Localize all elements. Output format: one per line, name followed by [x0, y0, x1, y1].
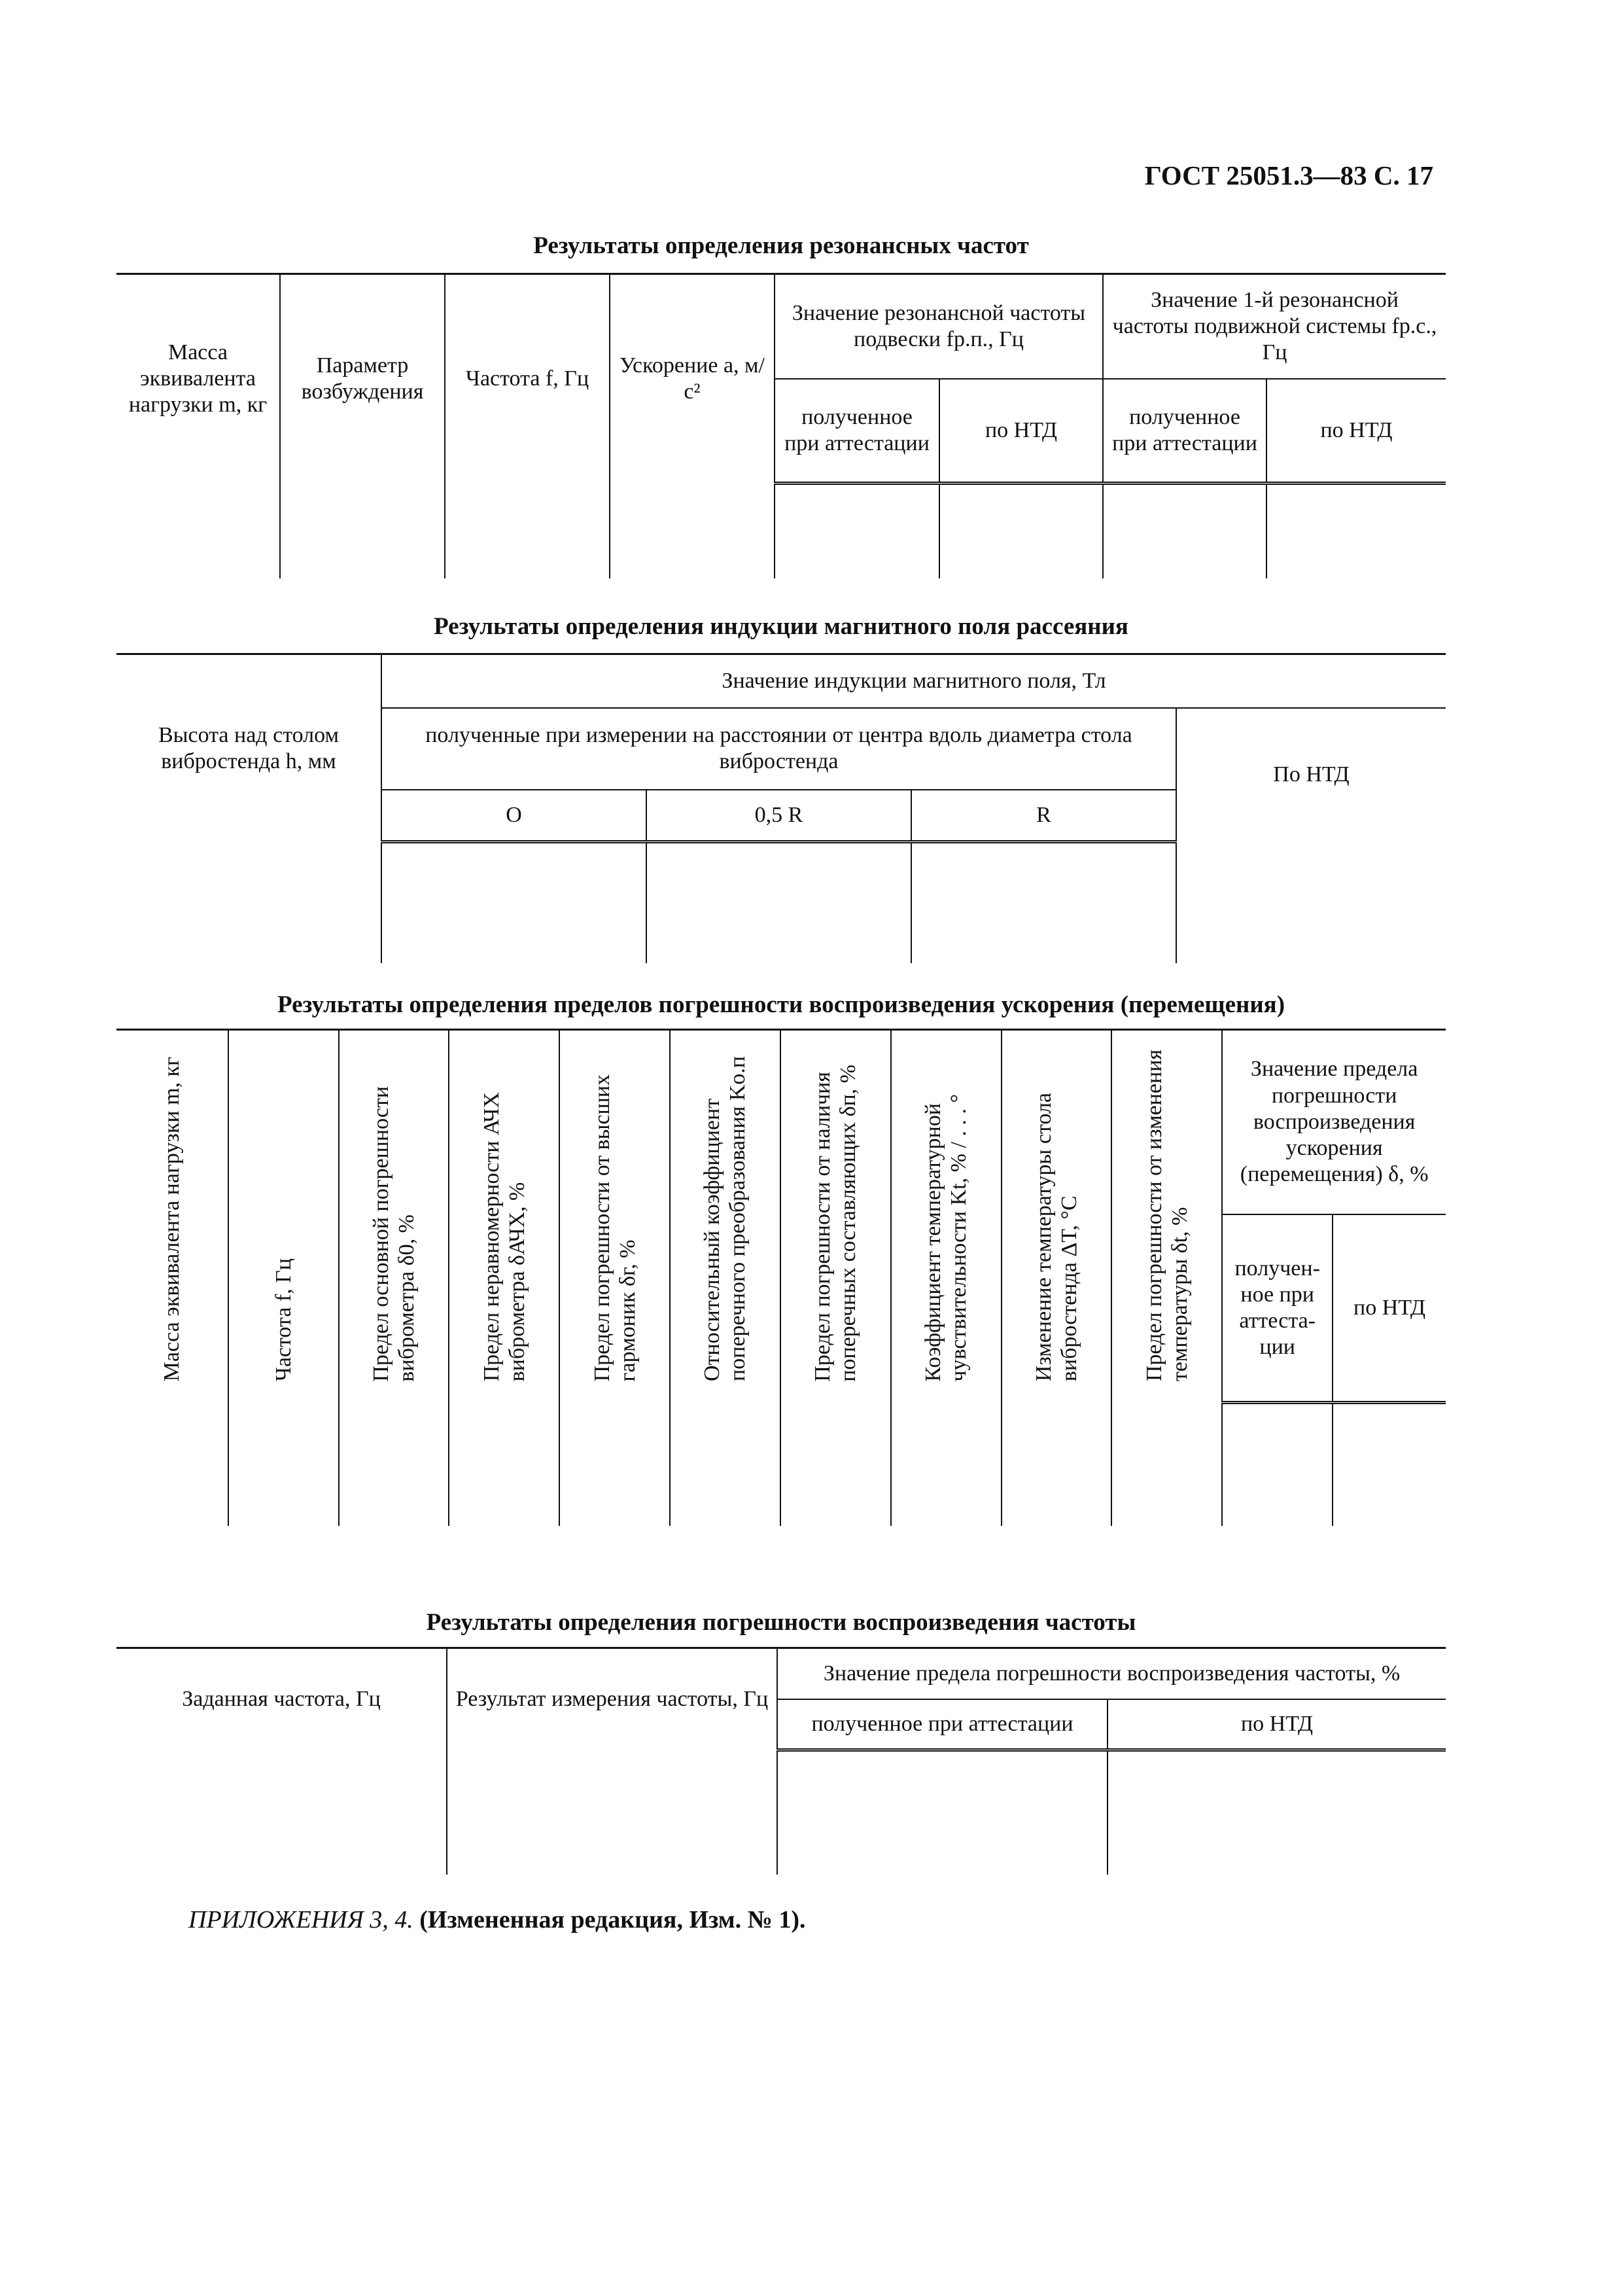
- subgroup-measured: полученные при измерении на расстоянии от центра вдоль диаметра стола вибростенда: [381, 708, 1176, 790]
- pos-radius: R: [911, 790, 1176, 842]
- empty-cell: [445, 484, 610, 578]
- col-height: Высота над столом вибростенда h, мм: [116, 654, 381, 842]
- empty-cell: [116, 484, 280, 578]
- table2-caption: Результаты определения индукции магнитного поля рассеяния: [434, 613, 1128, 640]
- sub-ntd: по НТД: [1266, 379, 1446, 484]
- accuracy-table: [116, 1029, 1446, 1526]
- frequency-accuracy-table: [116, 1647, 1446, 1875]
- pos-half-radius: 0,5 R: [646, 790, 911, 842]
- empty-cell: [339, 1403, 449, 1526]
- sub-obtained: полученное при аттестации: [775, 379, 939, 484]
- sub-ntd: по НТД: [1108, 1699, 1446, 1750]
- empty-cell: [449, 1403, 559, 1526]
- empty-cell: [1111, 1403, 1222, 1526]
- col-afc-nonuniformity: Предел неравномерности АЧХ виброметра δАЧХ, %: [449, 1030, 559, 1403]
- col-ntd: По НТД: [1176, 708, 1446, 842]
- empty-cell: [891, 1403, 1002, 1526]
- empty-cell: [381, 842, 646, 963]
- empty-cell: [116, 1750, 447, 1875]
- amendment-text: (Измененная редакция, Изм. № 1).: [419, 1906, 806, 1934]
- empty-cell: [1333, 1403, 1446, 1526]
- table4-caption: Результаты определения погрешности воспроизведения частоты: [426, 1609, 1136, 1636]
- empty-cell: [1222, 1403, 1333, 1526]
- page-header: ГОСТ 25051.3—83 С. 17: [1144, 160, 1433, 190]
- amendment-note: [188, 1905, 806, 1934]
- sub-obtained: получен-ное при аттеста-ции: [1222, 1214, 1333, 1403]
- col-temp-coefficient: Коэффициент температурной чувствительности Kt, % / . . . °: [891, 1030, 1002, 1403]
- empty-cell: [228, 1403, 339, 1526]
- group-accuracy-limit: Значение предела погрешности воспроизведения ускорения (перемещения) δ, %: [1222, 1030, 1446, 1214]
- sub-obtained: полученное при аттестации: [1103, 379, 1266, 484]
- empty-cell: [116, 1403, 228, 1526]
- empty-cell: [610, 484, 775, 578]
- group-induction: Значение индукции магнитного поля, Тл: [381, 654, 1446, 708]
- col-basic-error: Предел основной погрешности виброметра δ0, %: [339, 1030, 449, 1403]
- col-harmonics-error: Предел погрешности от высших гармоник δг, %: [559, 1030, 670, 1403]
- pos-center: О: [381, 790, 646, 842]
- appendix-reference: ПРИЛОЖЕНИЯ 3, 4.: [188, 1906, 413, 1934]
- sub-ntd: по НТД: [1333, 1214, 1446, 1403]
- empty-cell: [775, 484, 939, 578]
- col-transverse-coefficient: Относительный коэффициент поперечного преобразования Kо.п: [670, 1030, 780, 1403]
- empty-cell: [280, 484, 445, 578]
- col-set-frequency: Заданная частота, Гц: [116, 1648, 447, 1750]
- empty-cell: [670, 1403, 780, 1526]
- empty-cell: [1103, 484, 1266, 578]
- empty-cell: [911, 842, 1176, 963]
- empty-cell: [646, 842, 911, 963]
- table1-caption: Результаты определения резонансных частот: [533, 232, 1029, 259]
- sub-ntd: по НТД: [939, 379, 1103, 484]
- empty-cell: [1108, 1750, 1446, 1875]
- group-moving-system-resonance: Значение 1-й резонансной частоты подвижной системы fр.с., Гц: [1103, 274, 1446, 379]
- sub-obtained: полученное при аттестации: [777, 1699, 1108, 1750]
- empty-cell: [1266, 484, 1446, 578]
- empty-cell: [939, 484, 1103, 578]
- group-frequency-error: Значение предела погрешности воспроизведения частоты, %: [777, 1648, 1446, 1699]
- col-mass: Масса эквивалента нагрузки m, кг: [116, 274, 280, 484]
- resonance-table: [116, 273, 1446, 578]
- col-mass: Масса эквивалента нагрузки m, кг: [116, 1030, 228, 1403]
- empty-cell: [559, 1403, 670, 1526]
- table3-caption: Результаты определения пределов погрешности воспроизведения ускорения (перемещения): [277, 991, 1285, 1018]
- col-frequency: Частота f, Гц: [228, 1030, 339, 1403]
- col-excitation: Параметр возбуждения: [280, 274, 445, 484]
- empty-cell: [116, 842, 381, 963]
- empty-cell: [777, 1750, 1108, 1875]
- empty-cell: [1002, 1403, 1112, 1526]
- col-temp-change: Изменение температуры стола вибростенда ΔT, °С: [1002, 1030, 1112, 1403]
- col-acceleration: Ускорение a, м/с²: [610, 274, 775, 484]
- empty-cell: [780, 1403, 891, 1526]
- group-suspension-resonance: Значение резонансной частоты подвески fр.п., Гц: [775, 274, 1103, 379]
- col-frequency: Частота f, Гц: [445, 274, 610, 484]
- empty-cell: [447, 1750, 777, 1875]
- col-measured-frequency: Результат измерения частоты, Гц: [447, 1648, 777, 1750]
- empty-cell: [1176, 842, 1446, 963]
- col-temp-error: Предел погрешности от изменения температуры δt, %: [1111, 1030, 1222, 1403]
- magnetic-field-table: [116, 653, 1446, 963]
- col-transverse-error: Предел погрешности от наличия поперечных составляющих δп, %: [780, 1030, 891, 1403]
